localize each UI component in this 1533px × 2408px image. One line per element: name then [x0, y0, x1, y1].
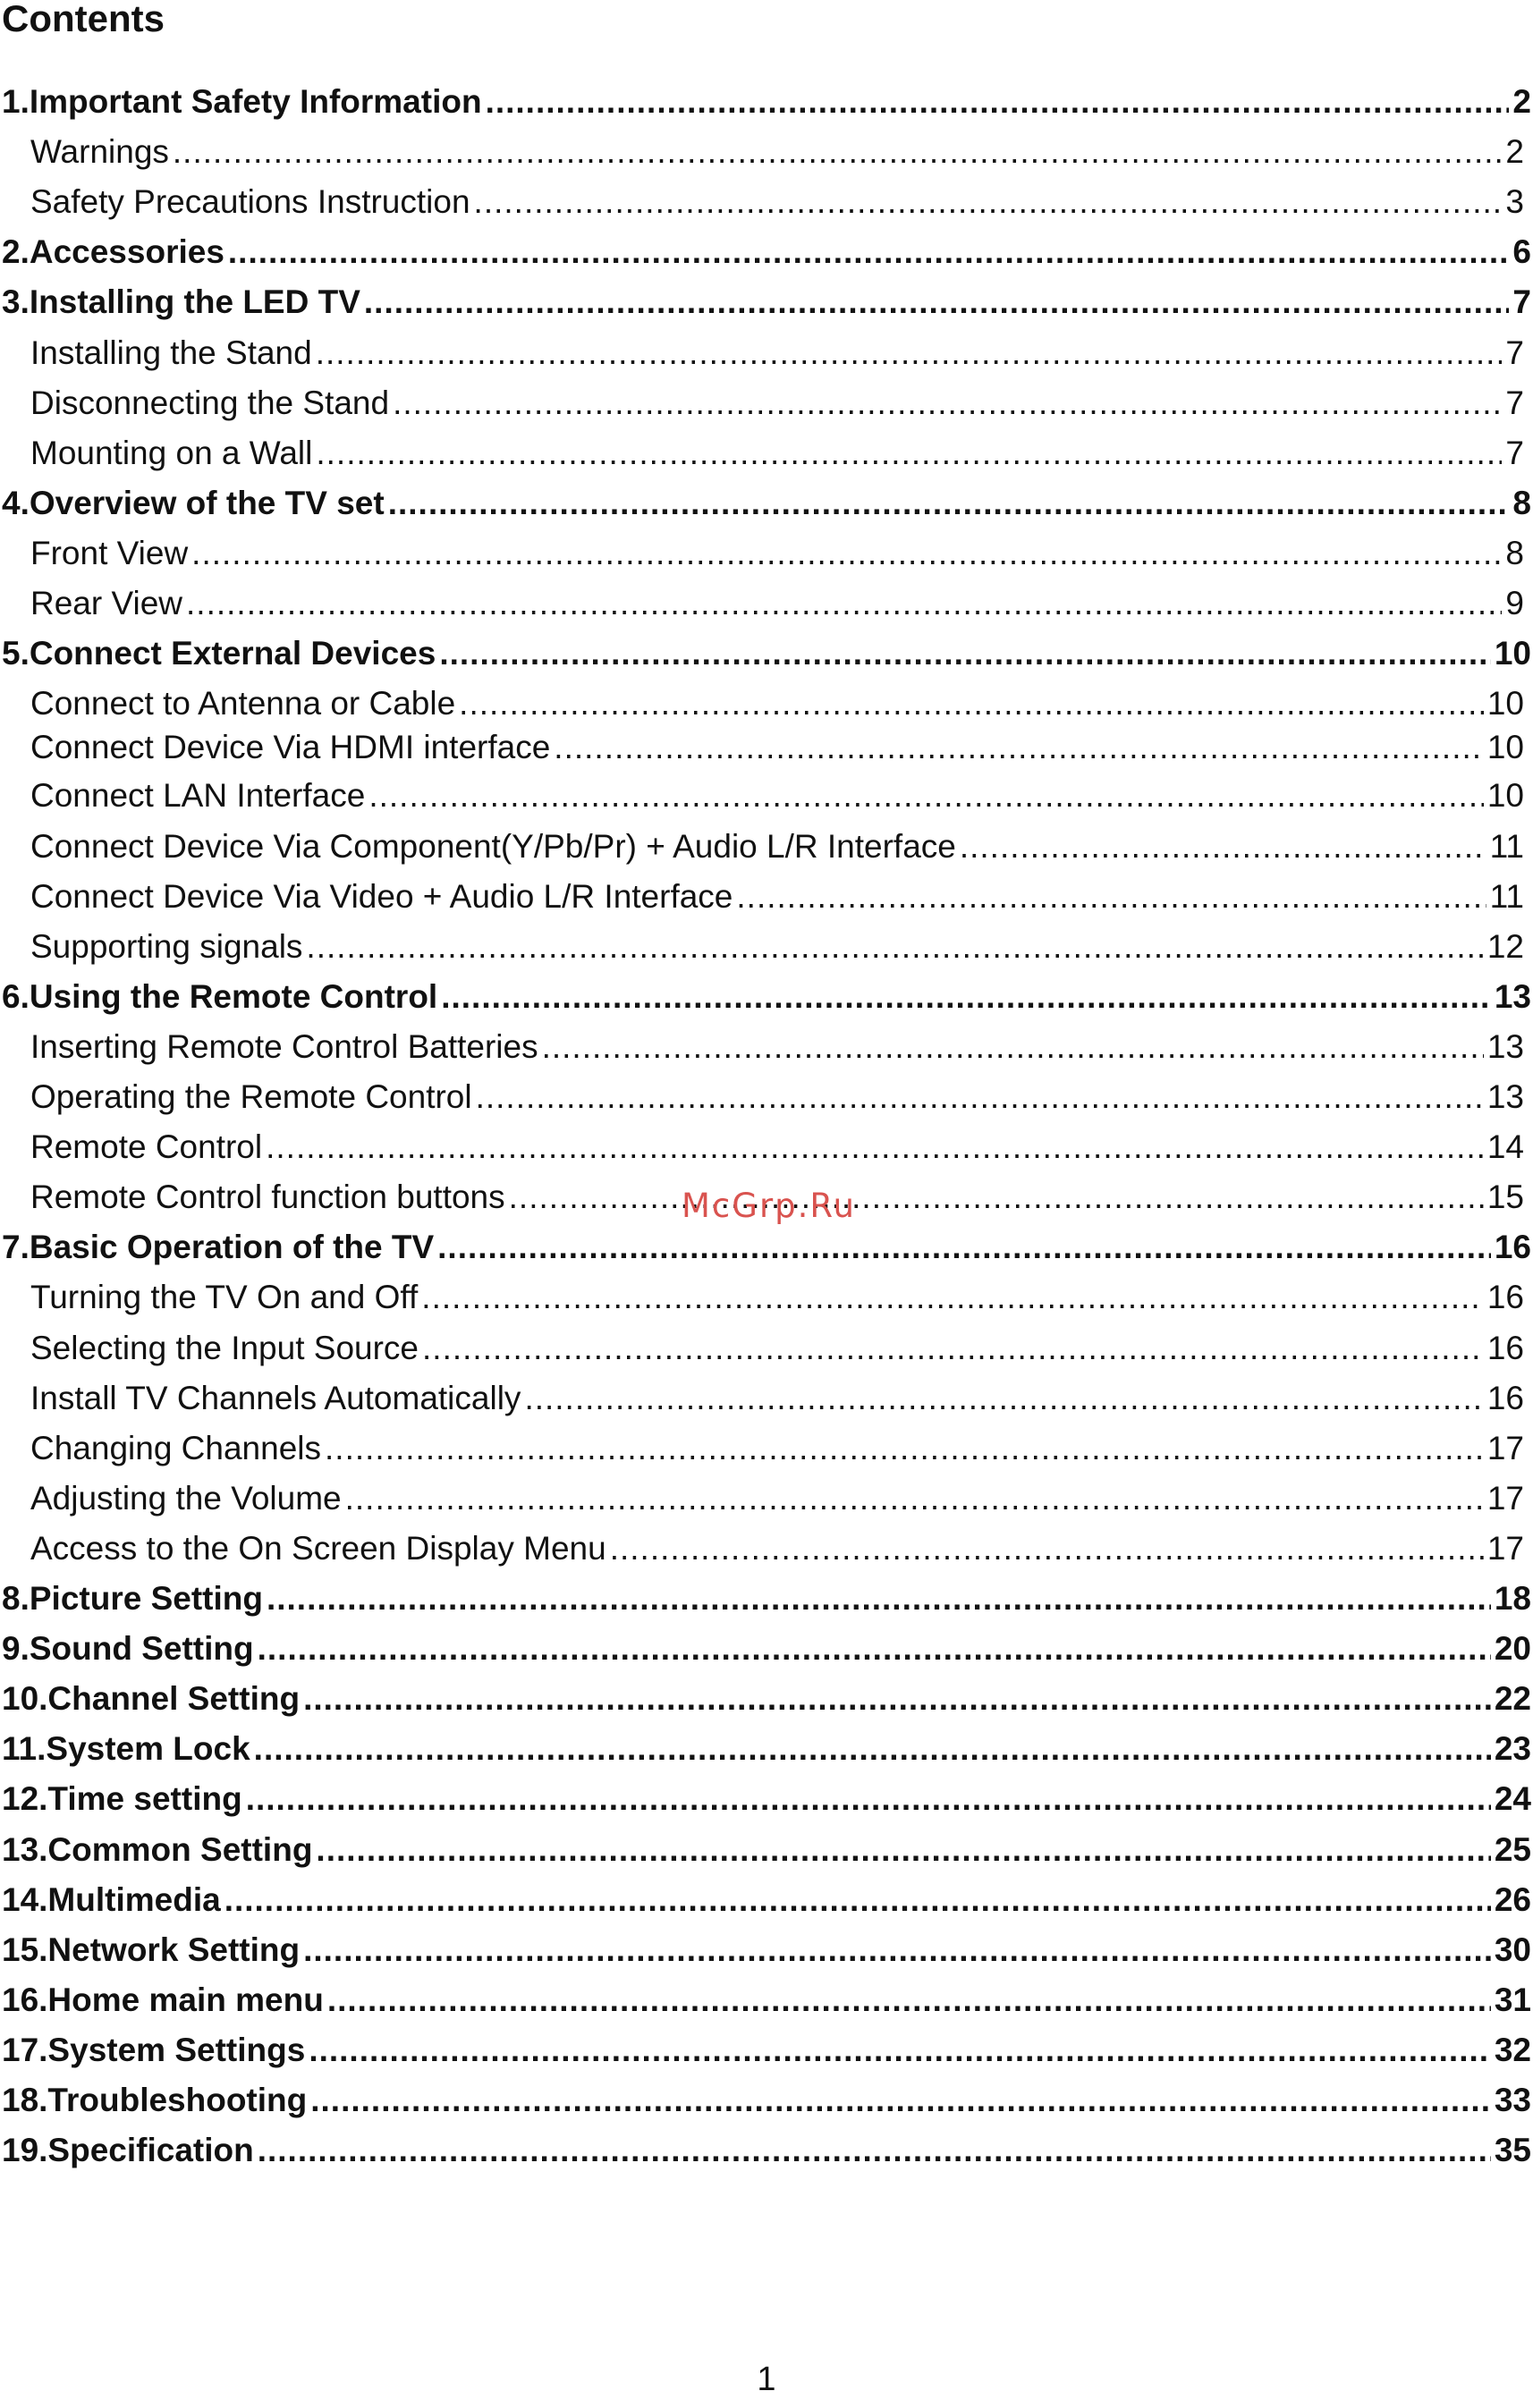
toc-section-entry[interactable] — [0, 1829, 1533, 1871]
toc-entry-label: 7.Basic Operation of the TV — [2, 1229, 435, 1265]
toc-section-entry[interactable] — [0, 1779, 1533, 1820]
dot-leader — [228, 232, 1510, 273]
toc-entry-label: Rear View — [30, 585, 183, 621]
toc-entry-page: 17 — [1486, 1430, 1524, 1466]
toc-entry-label: Adjusting the Volume — [30, 1480, 342, 1517]
dot-leader — [303, 1930, 1491, 1971]
toc-entry-label: 18.Troubleshooting — [2, 2082, 308, 2118]
toc-entry-page: 31 — [1494, 1981, 1531, 2018]
toc-entry-page: 11 — [1489, 828, 1524, 865]
toc-entry-label: Disconnecting the Stand — [30, 384, 390, 421]
dot-leader — [554, 727, 1484, 768]
dot-leader — [476, 1077, 1484, 1118]
toc-entry-page: 10 — [1486, 729, 1524, 765]
toc-subsection-entry[interactable] — [0, 383, 1533, 424]
toc-entry-page: 14 — [1486, 1128, 1524, 1165]
toc-subsection-entry[interactable] — [0, 583, 1533, 624]
toc-entry-label: Access to the On Screen Display Menu — [30, 1530, 606, 1567]
toc-section-entry[interactable] — [0, 2030, 1533, 2071]
toc-entry-label: Supporting signals — [30, 928, 303, 965]
toc-entry-page: 12 — [1486, 928, 1524, 965]
toc-entry-page: 13 — [1494, 978, 1531, 1015]
dot-leader — [524, 1378, 1483, 1419]
dot-leader — [306, 926, 1483, 967]
toc-entry-label: 14.Multimedia — [2, 1881, 221, 1918]
dot-leader — [310, 2080, 1491, 2121]
toc-section-entry[interactable] — [0, 81, 1533, 123]
toc-entry-page: 16 — [1486, 1330, 1524, 1366]
toc-entry-page: 23 — [1494, 1730, 1531, 1767]
dot-leader — [303, 1678, 1491, 1719]
toc-entry-page: 7 — [1505, 435, 1524, 471]
toc-entry-label: 9.Sound Setting — [2, 1630, 254, 1667]
toc-entry-label: Connect Device Via Video + Audio L/R Interface — [30, 878, 733, 915]
toc-entry-label: 11.System Lock — [2, 1730, 250, 1767]
toc-entry-label: Turning the TV On and Off — [30, 1279, 419, 1315]
toc-entry-label: Front View — [30, 535, 189, 571]
toc-entry-label: 2.Accessories — [2, 233, 224, 270]
dot-leader — [736, 876, 1486, 917]
toc-entry-page: 22 — [1494, 1680, 1531, 1717]
toc-subsection-entry[interactable] — [0, 876, 1533, 917]
toc-entry-page: 2 — [1505, 133, 1524, 170]
toc-entry-page: 16 — [1486, 1380, 1524, 1416]
toc-entry-label: Warnings — [30, 133, 169, 170]
toc-section-entry[interactable] — [0, 282, 1533, 323]
toc-entry-label: 16.Home main menu — [2, 1981, 324, 2018]
toc-subsection-entry[interactable] — [0, 775, 1533, 816]
toc-section-entry[interactable] — [0, 1628, 1533, 1669]
dot-leader — [327, 1980, 1491, 2021]
toc-section-entry[interactable] — [0, 976, 1533, 1018]
toc-entry-page: 16 — [1486, 1279, 1524, 1315]
toc-subsection-entry[interactable] — [0, 1378, 1533, 1419]
toc-subsection-entry[interactable] — [0, 683, 1533, 724]
toc-entry-page: 26 — [1494, 1881, 1531, 1918]
toc-section-entry[interactable] — [0, 1227, 1533, 1268]
toc-section-entry[interactable] — [0, 1678, 1533, 1719]
dot-leader — [191, 533, 1502, 574]
dot-leader — [224, 1880, 1491, 1921]
dot-leader — [258, 2130, 1491, 2171]
toc-entry-page: 10 — [1486, 685, 1524, 722]
toc-entry-page: 32 — [1494, 2032, 1531, 2068]
toc-section-entry[interactable] — [0, 1980, 1533, 2021]
dot-leader — [421, 1277, 1484, 1318]
toc-section-entry[interactable] — [0, 1930, 1533, 1971]
toc-entry-page: 16 — [1494, 1229, 1531, 1265]
toc-entry-label: 6.Using the Remote Control — [2, 978, 438, 1015]
toc-entry-label: 13.Common Setting — [2, 1831, 313, 1868]
toc-subsection-entry[interactable] — [0, 182, 1533, 223]
toc-section-entry[interactable] — [0, 1728, 1533, 1770]
toc-entry-page: 25 — [1494, 1831, 1531, 1868]
toc-entry-page: 8 — [1512, 485, 1531, 521]
toc-entry-page: 7 — [1512, 283, 1531, 320]
toc-subsection-entry[interactable] — [0, 333, 1533, 374]
toc-entry-label: Mounting on a Wall — [30, 435, 313, 471]
toc-section-entry[interactable] — [0, 2080, 1533, 2121]
dot-leader — [254, 1728, 1491, 1770]
toc-subsection-entry[interactable] — [0, 1528, 1533, 1569]
dot-leader — [246, 1779, 1491, 1820]
dot-leader — [325, 1428, 1484, 1469]
toc-entry-page: 33 — [1494, 2082, 1531, 2118]
toc-entry-label: 1.Important Safety Information — [2, 83, 482, 120]
dot-leader — [266, 1127, 1484, 1168]
toc-entry-page: 30 — [1494, 1931, 1531, 1968]
dot-leader — [316, 1829, 1490, 1871]
dot-leader — [173, 131, 1503, 173]
toc-entry-label: 10.Channel Setting — [2, 1680, 301, 1717]
toc-subsection-entry[interactable] — [0, 1077, 1533, 1118]
toc-entry-page: 6 — [1512, 233, 1531, 270]
toc-entry-page: 35 — [1494, 2132, 1531, 2168]
toc-section-entry[interactable] — [0, 1578, 1533, 1619]
toc-entry-label: 3.Installing the LED TV — [2, 283, 360, 320]
dot-leader — [364, 282, 1510, 323]
dot-leader — [437, 1227, 1491, 1268]
toc-entry-page: 17 — [1486, 1530, 1524, 1567]
toc-entry-page: 2 — [1512, 83, 1531, 120]
dot-leader — [258, 1628, 1491, 1669]
toc-entry-page: 17 — [1486, 1480, 1524, 1517]
toc-entry-label: Connect Device Via Component(Y/Pb/Pr) + Audio L/R Interface — [30, 828, 956, 865]
dot-leader — [542, 1027, 1484, 1068]
toc-entry-label: 15.Network Setting — [2, 1931, 301, 1968]
toc-subsection-entry[interactable] — [0, 926, 1533, 967]
dot-leader — [486, 81, 1510, 123]
toc-entry-page: 7 — [1505, 384, 1524, 421]
toc-entry-page: 15 — [1486, 1179, 1524, 1215]
toc-entry-label: 4.Overview of the TV set — [2, 485, 385, 521]
dot-leader — [267, 1578, 1491, 1619]
toc-subsection-entry[interactable] — [0, 1428, 1533, 1469]
dot-leader — [610, 1528, 1484, 1569]
toc-entry-page: 18 — [1494, 1580, 1531, 1617]
toc-entry-label: Remote Control function buttons — [30, 1179, 505, 1215]
toc-subsection-entry[interactable] — [0, 826, 1533, 867]
toc-section-entry[interactable] — [0, 1880, 1533, 1921]
toc-section-entry[interactable] — [0, 483, 1533, 524]
toc-entry-label: Connect LAN Interface — [30, 777, 366, 814]
dot-leader — [439, 633, 1491, 674]
toc-section-entry[interactable] — [0, 232, 1533, 273]
dot-leader — [441, 976, 1491, 1018]
toc-entry-label: Connect to Antenna or Cable — [30, 685, 456, 722]
dot-leader — [309, 2030, 1491, 2071]
toc-subsection-entry[interactable] — [0, 533, 1533, 574]
toc-entry-page: 9 — [1505, 585, 1524, 621]
dot-leader — [345, 1478, 1484, 1519]
dot-leader — [422, 1328, 1484, 1369]
page-title: Contents — [2, 0, 165, 39]
toc-entry-page: 20 — [1494, 1630, 1531, 1667]
dot-leader — [459, 683, 1484, 724]
toc-subsection-entry[interactable] — [0, 131, 1533, 173]
toc-entry-page: 13 — [1486, 1028, 1524, 1065]
toc-entry-page: 7 — [1505, 334, 1524, 371]
toc-entry-label: Remote Control — [30, 1128, 263, 1165]
dot-leader — [509, 1177, 1484, 1218]
dot-leader — [474, 182, 1503, 223]
dot-leader — [393, 383, 1502, 424]
dot-leader — [316, 433, 1502, 474]
page-number: 1 — [757, 2361, 776, 2398]
dot-leader — [186, 583, 1502, 624]
toc-entry-page: 24 — [1494, 1780, 1531, 1817]
toc-subsection-entry[interactable] — [0, 1328, 1533, 1369]
toc-entry-label: 8.Picture Setting — [2, 1580, 263, 1617]
toc-entry-label: 12.Time setting — [2, 1780, 242, 1817]
toc-section-entry[interactable] — [0, 2130, 1533, 2171]
toc-entry-page: 8 — [1505, 535, 1524, 571]
toc-entry-label: Changing Channels — [30, 1430, 322, 1466]
toc-entry-page: 13 — [1486, 1078, 1524, 1115]
toc-entry-page: 11 — [1489, 878, 1524, 915]
toc-subsection-entry[interactable] — [0, 727, 1533, 768]
toc-entry-label: Installing the Stand — [30, 334, 312, 371]
toc-entry-label: Operating the Remote Control — [30, 1078, 472, 1115]
toc-entry-label: Safety Precautions Instruction — [30, 183, 470, 220]
toc-subsection-entry[interactable] — [0, 1127, 1533, 1168]
toc-section-entry[interactable] — [0, 633, 1533, 674]
toc-entry-label: 5.Connect External Devices — [2, 635, 436, 672]
toc-entry-label: Selecting the Input Source — [30, 1330, 419, 1366]
dot-leader — [368, 775, 1484, 816]
toc-entry-page: 10 — [1494, 635, 1531, 672]
dot-leader — [388, 483, 1510, 524]
toc-entry-label: Install TV Channels Automatically — [30, 1380, 521, 1416]
toc-subsection-entry[interactable] — [0, 1478, 1533, 1519]
toc-subsection-entry[interactable] — [0, 1027, 1533, 1068]
dot-leader — [316, 333, 1503, 374]
toc-entry-page: 10 — [1486, 777, 1524, 814]
toc-subsection-entry[interactable] — [0, 433, 1533, 474]
toc-subsection-entry[interactable] — [0, 1277, 1533, 1318]
toc-entry-label: Inserting Remote Control Batteries — [30, 1028, 538, 1065]
dot-leader — [960, 826, 1486, 867]
watermark: McGrp.Ru — [682, 1187, 856, 1225]
toc-entry-label: 19.Specification — [2, 2132, 254, 2168]
toc-entry-label: Connect Device Via HDMI interface — [30, 729, 551, 765]
toc-entry-page: 3 — [1505, 183, 1524, 220]
toc-entry-label: 17.System Settings — [2, 2032, 306, 2068]
